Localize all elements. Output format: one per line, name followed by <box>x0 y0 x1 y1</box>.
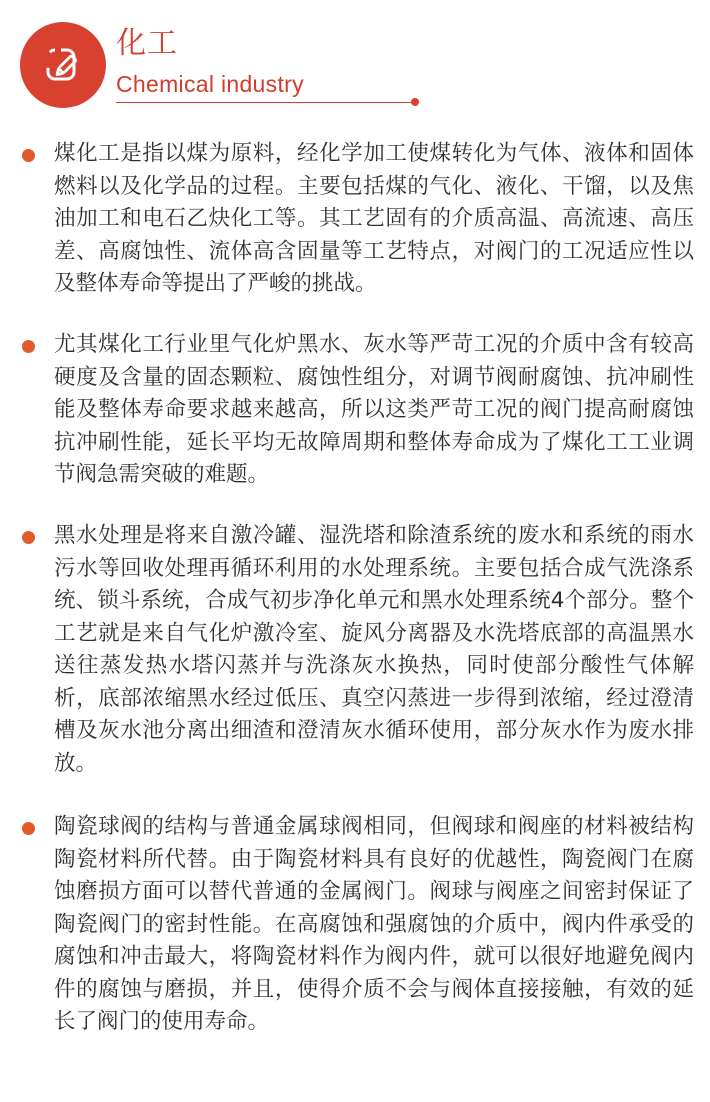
paragraph-1: 煤化工是指以煤为原料，经化学加工使煤转化为气体、液体和固体燃料以及化学品的过程。主要包括煤的气化、液化、干馏，以及焦油加工和电石乙炔化工等。其工艺固有的介质高温、高流速、高压差、高腐蚀性、流体高含固量等工艺特点，对阀门的工况适应性以及整体寿命等提出了严峻的挑战。 <box>54 141 694 296</box>
section-header <box>20 22 440 112</box>
paragraph-4: 陶瓷球阀的结构与普通金属球阀相同，但阀球和阀座的材料被结构陶瓷材料所代替。由于陶瓷材料具有良好的优越性，陶瓷阀门在腐蚀磨损方面可以替代普通的金属阀门。阀球与阀座之间密封保证了陶瓷阀门的密封性能。在高腐蚀和强腐蚀的介质中，阀内件承受的腐蚀和冲击最大，将陶瓷材料作为阀内件，就可以很好地避免阀内件的腐蚀与磨损，并且，使得介质不会与阀体直接接触，有效的延长了阀门的使用寿命。 <box>54 814 694 1034</box>
edit-icon <box>41 43 85 87</box>
paragraph-2: 尤其煤化工行业里气化炉黑水、灰水等严苛工况的介质中含有较高硬度及含量的固态颗粒、腐蚀性组分，对调节阀耐腐蚀、抗冲刷性能及整体寿命要求越来越高，所以这类严苛工况的阀门提高耐腐蚀抗冲刷性能，延长平均无故障周期和整体寿命成为了煤化工工业调节阀急需突破的难题。 <box>54 332 694 487</box>
section-badge <box>20 22 106 108</box>
title-underline <box>116 102 416 103</box>
section-subtitle: Chemical industry <box>116 71 304 97</box>
bullet-dot <box>22 340 35 353</box>
title-underline-dot <box>411 98 419 106</box>
bullet-dot <box>22 149 35 162</box>
paragraph-3: 黑水处理是将来自激冷罐、湿洗塔和除渣系统的废水和系统的雨水污水等回收处理再循环利用的水处理系统。主要包括合成气洗涤系统、锁斗系统，合成气初步净化单元和黑水处理系统4个部分。整个工艺就是来自气化炉激冷室、旋风分离器及水洗塔底部的高温黑水送往蒸发热水塔闪蒸并与洗涤灰水换热，同时使部分酸性气体解析，底部浓缩黑水经过低压、真空闪蒸进一步得到浓缩，经过澄清槽及灰水池分离出细渣和澄清灰水循环使用，部分灰水作为废水排放。 <box>54 523 694 776</box>
section-title: 化工 <box>116 26 178 61</box>
bullet-dot <box>22 822 35 835</box>
bullet-dot <box>22 531 35 544</box>
